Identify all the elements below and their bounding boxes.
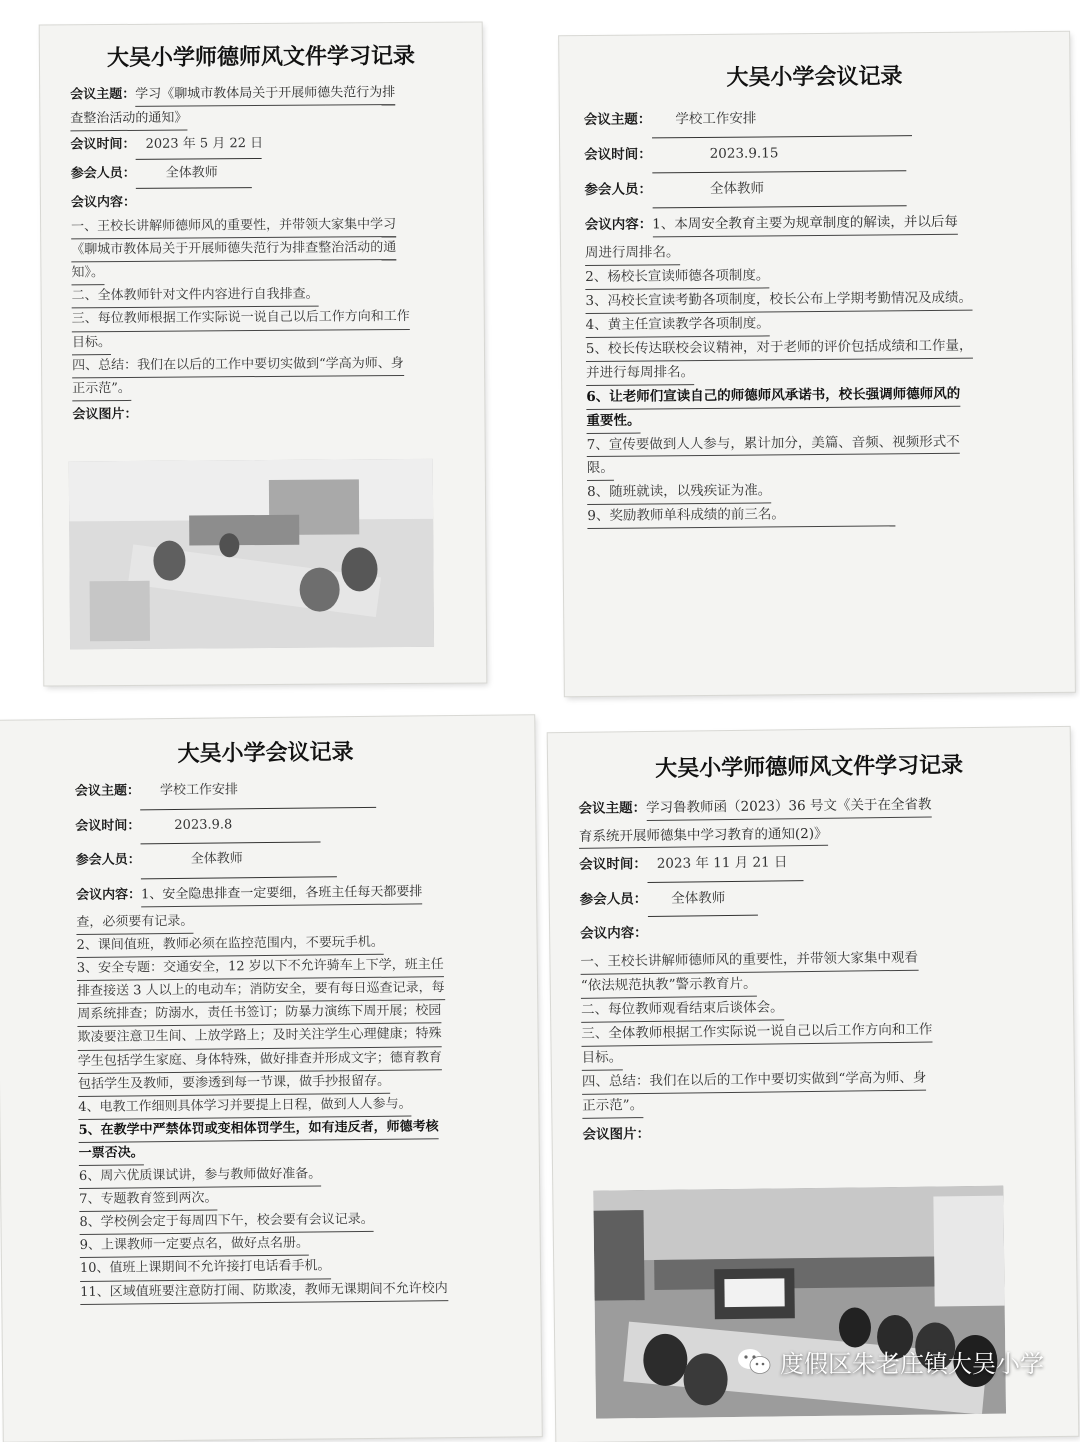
attendees-value: 全体教师 xyxy=(652,171,906,208)
sheet-title: 大吴小学会议记录 xyxy=(726,64,903,91)
time-label: 会议时间： xyxy=(579,856,647,874)
content-line: 8、学校例会定于每周四下午，校会要有会议记录。 xyxy=(79,1209,374,1235)
meeting-photo xyxy=(593,1186,1006,1419)
content-line: 三、每位教师根据工作实际说一说自己以后工作方向和工作 xyxy=(72,306,410,331)
content-line: 4、黄主任宣读教学各项制度。 xyxy=(586,312,770,338)
content-label: 会议内容： xyxy=(584,216,653,234)
content-list xyxy=(71,214,462,401)
topic-value-cont: 查整治活动的通知》 xyxy=(70,108,187,132)
content-line: 四、总结：我们在以后的工作中要切实做到“学高为师、身 xyxy=(582,1066,927,1094)
sheet-title: 大吴小学师德师风文件学习记录 xyxy=(106,43,416,72)
time-value: 2023 年 5 月 22 日 xyxy=(135,130,261,160)
topic-value-cont: 育系统开展师德集中学习教育的通知(2)》 xyxy=(579,822,828,849)
topic-value: 学习《聊城市教体局关于开展师德失范行为排 xyxy=(135,82,395,107)
content-line: 重要性。 xyxy=(586,409,640,433)
content-line: 排查接送 3 人以上的电动车；消防安全，要有每日巡查记录，每 xyxy=(77,977,445,1004)
watermark-text: 度假区朱老庄镇大吴小学 xyxy=(780,1350,1044,1378)
attendees-label: 参会人员： xyxy=(584,181,653,199)
content-line: 5、校长传达联校会议精神，对于老师的评价包括成绩和工作量， xyxy=(586,334,973,361)
photo-label: 会议图片： xyxy=(582,1125,651,1143)
content-label: 会议内容： xyxy=(75,886,142,903)
content-line: 4、电教工作细则具体学习并要提上日程，做到人人参与。 xyxy=(78,1093,412,1120)
content-line: 二、全体教师针对文件内容进行自我排查。 xyxy=(72,284,319,309)
topic-label: 会议主题： xyxy=(70,86,136,103)
meeting-photo xyxy=(69,459,434,650)
content-line: 3、冯校长宣读考勤各项制度，校长公布上学期考勤情况及成绩。 xyxy=(585,287,972,314)
attendees-label: 参会人员： xyxy=(75,852,141,869)
content-line: 7、宣传要做到人人参与，累计加分，美篇、音频、视频形式不 xyxy=(587,430,960,457)
record-sheet-3 xyxy=(0,715,542,1442)
content-line: 并进行每周排名。 xyxy=(586,361,694,386)
time-label: 会议时间： xyxy=(584,146,652,164)
content-line: 四、总结：我们在以后的工作中要切实做到“学高为师、身 xyxy=(72,353,404,378)
content-line: 欺凌要注意卫生间、上放学路上；及时关注学生心理健康；特殊 xyxy=(77,1024,441,1051)
topic-value: 学校工作安排 xyxy=(651,101,911,138)
content-list xyxy=(580,945,1052,1118)
content-line: 5、在教学中严禁体罚或变相体罚学生，如有违反者，师德考核 xyxy=(78,1116,438,1143)
content-line: 2、课间值班，教师必须在监控范围内，不要玩手机。 xyxy=(76,932,384,958)
topic-label: 会议主题： xyxy=(74,783,141,800)
topic-label: 会议主题： xyxy=(578,800,647,817)
topic-label: 会议主题： xyxy=(583,111,652,129)
record-sheet-2 xyxy=(559,32,1075,696)
attendees-value: 全体教师 xyxy=(141,842,337,879)
content-line: 一票否决。 xyxy=(79,1142,144,1166)
content-label: 会议内容： xyxy=(580,925,648,943)
content-line: 1、安全隐患排查一定要细，各班主任每天都要排 xyxy=(141,881,423,907)
content-line: 9、奖励教师单科成绩的前三名。 xyxy=(587,503,895,530)
content-line: 11、区域值班要注意防打闹、防欺凌，教师无课期间不允许校内 xyxy=(80,1278,448,1305)
record-sheet-4 xyxy=(548,727,1079,1442)
time-value: 2023 年 11 月 21 日 xyxy=(647,847,803,883)
time-value: 2023.9.8 xyxy=(140,808,320,844)
content-line: 知》。 xyxy=(71,262,104,285)
attendees-label: 参会人员： xyxy=(579,890,648,908)
attendees-label: 参会人员： xyxy=(70,165,136,182)
photo-label: 会议图片： xyxy=(72,406,138,423)
content-line: 二、每位教师观看结束后谈体会。 xyxy=(581,996,784,1022)
content-line: 2、杨校长宣读师德各项制度。 xyxy=(585,264,769,290)
content-line: 周进行周排名。 xyxy=(585,241,680,266)
sheet-title: 大吴小学师德师风文件学习记录 xyxy=(654,753,964,782)
content-line: 包括学生及教师，要渗透到每一节课，做手抄报留存。 xyxy=(78,1070,390,1096)
content-line: 1、本周安全教育主要为规章制度的解读，并以后每 xyxy=(652,211,958,238)
content-line: 三、全体教师根据工作实际说一说自己以后工作方向和工作 xyxy=(581,1018,932,1046)
content-line: 6、周六优质课试讲，参与教师做好准备。 xyxy=(79,1163,322,1189)
content-line: 一、王校长讲解师德师风的重要性，并带领大家集中观看 xyxy=(580,947,918,975)
content-line: 9、上课教师一定要点名，做好点名册。 xyxy=(80,1233,310,1258)
content-line: 3、安全专题：交通安全，12 岁以下不允许骑车上下学，班主任 xyxy=(77,954,444,981)
content-line: 目标。 xyxy=(582,1046,623,1070)
sheet-title: 大吴小学会议记录 xyxy=(177,740,354,767)
content-line: 7、专题教育签到两次。 xyxy=(79,1188,218,1213)
time-label: 会议时间： xyxy=(75,817,141,834)
content-line: 限。 xyxy=(587,457,614,481)
content-line: 正示范”。 xyxy=(582,1094,643,1119)
record-sheet-1 xyxy=(40,22,487,685)
attendees-value: 全体教师 xyxy=(647,882,757,918)
watermark xyxy=(736,1344,1044,1379)
content-line: 查，必须要有记录。 xyxy=(76,911,193,935)
content-list xyxy=(585,238,1057,529)
content-line: 周系统排查；防溺水，责任书签订；防暴力演练下周开展；校园 xyxy=(77,1001,441,1028)
content-line: “依法规范执教”警示教育片。 xyxy=(581,973,757,999)
attendees-value: 全体教师 xyxy=(136,159,252,189)
content-label: 会议内容： xyxy=(70,194,137,211)
content-line: 一、王校长讲解师德师风的重要性，并带领大家集中学习 xyxy=(71,214,396,239)
topic-value: 学习鲁教师函（2023）36 号文《关于在全省教 xyxy=(646,794,932,821)
topic-value: 学校工作安排 xyxy=(140,773,376,810)
content-line: 目标。 xyxy=(72,332,111,355)
content-line: 8、随班就读，以残疾证为准。 xyxy=(587,480,771,506)
content-line: 《聊城市教体局关于开展师德失范行为排查整治活动的通 xyxy=(71,237,396,262)
time-value: 2023.9.15 xyxy=(652,136,906,173)
time-label: 会议时间： xyxy=(70,136,136,153)
content-line: 学生包括学生家庭、身体特殊，做好排查并形成文字；德育教育 xyxy=(78,1047,442,1074)
content-line: 6、让老师们宣读自己的师德师风承诺书，校长强调师德师风的 xyxy=(586,382,960,409)
wechat-icon xyxy=(736,1347,772,1377)
content-list xyxy=(76,907,520,1304)
content-line: 正示范”。 xyxy=(72,378,131,402)
content-line: 10、值班上课期间不允许接打电话看手机。 xyxy=(80,1256,331,1282)
